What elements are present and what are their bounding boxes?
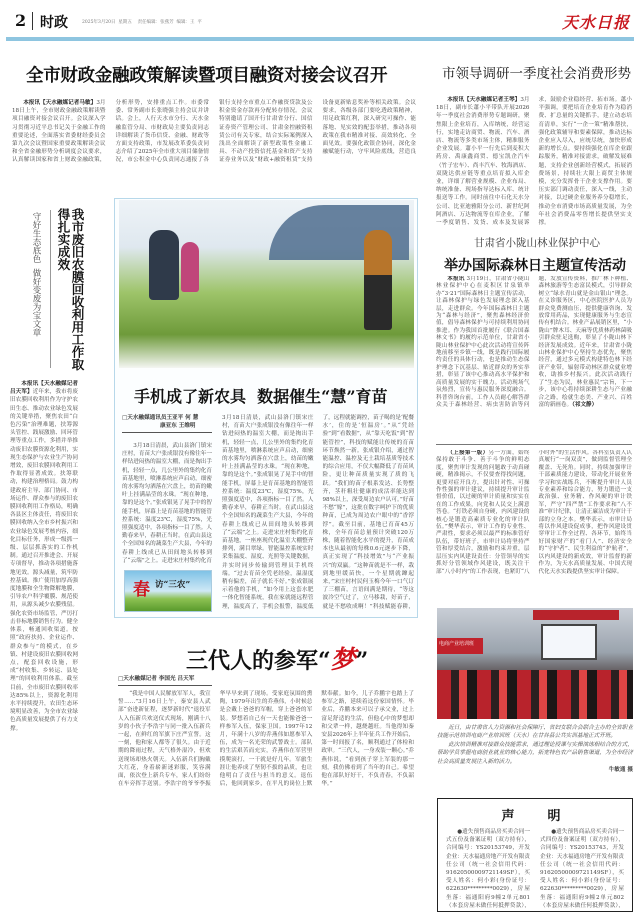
audience xyxy=(437,670,633,719)
article2-body xyxy=(436,96,632,248)
article3-text: 近年来，我市将废旧农膜回收利用作为守护农田生态、推动农业绿色发展的关键举措，聚焦农田“白色污染”治理难题，扶筹源头管控、践展激励、回环管理等重点工作，多措并举推动废旧农膜资源化利用，实现生态保护与农业生产协同增效，废旧农膜回收利用工作取得显著成效。扶筹联动，构建治理格局。鼓力构建政府主导、部门协同、市场运作、群众参与的废旧农膜回收利用工作格局，明确各县区主体责任，将废旧农膜回收纳入全市乡村振兴和农业绿色发展考核内容，细化目标任务，形成一级抓一级、层层抓落实的工作机制。通过召开推进会、开展专项督导，推动各项措施落地见效。源头减量，筑牢防控基础。推广使用加厚高强度地膜和全生物降解地膜，引导农户科学覆膜、规范使用，从源头减少农膜残留。强化农资市场监管，严厉打击非标地膜销售行为。健全体系，畅通回收渠道。按照“政府扶持、企业运作、群众参与”的模式，在乡镇、村建设废旧农膜回收网点，配套回收设施，形成“村收集、乡转运、县处理”的回收利用体系。截至目前，全市废旧农膜回收率达85%以上，资源化利用水平持续提升，农田生态环境明显改善，为全市农业绿色高质量发展提供了有力支撑。 xyxy=(10,389,78,732)
notice-item: ●遗失预售商品房买卖合同一式五份及备案证明（双方持有），合同编号：YS20153749，开发企业：天水福通房地产开发有限责任公司（统一社会信用代码：91620500009721149SF），买受人姓名：何小彩(身份证号：622630*********0029)，房屋坐落：福通阳府9幢2单元801（本套房屋未做任何抵押贷款）， xyxy=(446,829,530,908)
farmer-figure xyxy=(364,230,392,330)
page-header xyxy=(10,8,630,42)
article4-headline-quote: ” xyxy=(355,648,369,674)
article2-text: 3月18日，副市长蕭小平带队开展2026年一季度社会消费形势专题调研，聚焦限上企业培育，入库纳统，经营运行，实地走访商贸、物流、汽车、酒店、物流等多类市场主体，精准服务企业发展。蕭小平一行先后到麦积大药房、禹康鑫商贸、德宝凯企汽车（竹子宏车）、尚丰汽车、牧海酒店、双陇达供应链等重点培育拟入库企业，详细了解营业规模、企业布局、纳统准备、现场指导达标入库、统计报送等工作。同时前往中石化天水分公司、比亚迪雅阳分公司、新世纪阿阿酒店、万达物流等在库企业，了解一季度销售、发货、成本及发展诉求，鼓励企业稳经营、拓市场。蕭小平强调，要把培育企业培育作为稳消费、扩总量的关键抓手，建立动态培育清单，实行“一企一策”精准帮扶，强化政策辅导和要素保障，推动达标企业应入尽入，应统尽统，加快形成新的增长点。要持续强化在库企业跟踪服务，精准对接需求，破解发展难题，支持企业创新经营模式，拓展消费场景，持续壮大限上商贸主体规模，充分发挥骨干企业支撑作用。要压实部门调动责任，深入一线，主动对接，以过硬企业服务养分稳增长，推动全市消费市场高质量发展，为全年社会消费品零售增长提供坚实支撑。 xyxy=(436,97,632,227)
feature-byline xyxy=(122,414,212,437)
article3-title-divider xyxy=(50,210,51,368)
article5-org: 甘肃省小陇山林业保护中心 xyxy=(474,237,600,249)
article4-byline-text: □天水融媒记者 李国光 吕天军 xyxy=(118,675,212,686)
notice-title: 声 明 xyxy=(501,809,569,824)
article5-signature: （祁文静） xyxy=(572,401,598,408)
spring-visit-banner xyxy=(124,570,212,612)
article1-body xyxy=(12,99,416,171)
notice-items xyxy=(438,824,632,908)
article2-lead: 本报讯【天水融媒记者王琴】 xyxy=(447,97,521,103)
article3-subtitle: 守好生态底色 做好变废为宝文章 xyxy=(31,212,41,337)
article3-body xyxy=(10,380,78,914)
section-rule xyxy=(436,444,632,445)
caption-paragraph-2: 此次培训精准对接群众技能需求，通过理论授课与实操演练相结合的方式，帮助学员掌握电商创业就业的核心能力，拓宽特色农产品销售渠道，为全市经济社会高质量发展注入新的活力。 xyxy=(437,741,633,765)
newspaper-logo: 天水日报 xyxy=(561,13,630,32)
training-sign-text: 电商产业培训班 xyxy=(439,641,475,647)
feature-body-col1 xyxy=(122,442,212,565)
article4-headline-text: 三代人的参军“ xyxy=(186,648,331,674)
photo-credit: 牛敏通 摄 xyxy=(608,767,633,774)
section-name: 时政 xyxy=(40,15,68,31)
feature-body-cols xyxy=(222,414,414,612)
article4-body xyxy=(118,690,414,916)
notice-item: ●遗失预售商品房买卖合同一式四份及备案证明（双方持有），合同编号：YS20153743，开发企业：天水福通房地产开发有限责任公司（统一社会信用代码：91620500009721149SF），买受人姓名：何小彩(身份证号：622630*********0029)，房屋坐落：福通阳府9幢2单元802（本套房屋未做任何抵押贷款）， xyxy=(540,829,624,908)
farmer-figure xyxy=(149,230,179,300)
article4-headline xyxy=(186,640,368,676)
article3-lead: 本报讯【天水融媒记者吕天军】 xyxy=(10,381,78,396)
header-divider xyxy=(32,12,33,30)
article4-byline xyxy=(118,675,212,690)
article1-lead: 本报讯【天水融媒记者马敏】 xyxy=(23,100,97,106)
feature-headline: 手机成了新农具 数据催生“慧”育苗 xyxy=(134,387,388,406)
caption-paragraph-1: 近日，由甘肃省人力资源和社会保障厅、省妇女联合会联合主办的全省职业技能示范培训电商产业培训班（天水）在甘谷县公共实训基地正式开班。 xyxy=(437,725,633,740)
header-meta: 2025年3月20日 星期五 责任编辑：张燕芳 编辑：王 平 xyxy=(82,20,202,25)
article4-headline-dream: 梦 xyxy=(330,645,356,674)
article4-text: “我是中国人民解放军军人，我宣誓……”3月16日上午，秦安县人武部“奋进新征程，逐梦新时代”退役军人入伍新兵欢送仪式现场，刚满十八岁的小伙子李浩宇与同一批入伍新兵一起，在鲜红的军旗下庄严宣誓。这一刻，他和家人都等了很久。由于近期的降雨过程，天气格外湿冷，但欢送现场却热火朝天。入伍新兵们胸戴大红花，身着崭新迷彩服，笑容满面，依次登上新兵专车，家人们纷纷在车旁挥手送别。李浩宇的爷爷李振华早早来到了现场。受家庭氛围的熏陶，1979年出生的乔燕伟，小时候总是会戴上爸爸的军帽，穿上爸爸的军装。梦想着自己有一天也能像爸爸一样参军入伍，保家卫国。1997年12月，年满十八岁的乔燕伟如愿参军入伍，成为一名光荣的武警战士。部队的生活艰苦而充实，乔燕伟在军营里摸爬滚打，一干就是好几年。军旅生涯让他养成了坚韧不拔的品质，也让他明白了责任与担当的意义。退伍后，他回到家乡，在平凡的岗位上默默奉献。如今，儿子乔鹏宇也踏上了参军之路，延续着这份家国情怀。毕业后，乔鹏本来可以子承父业，过上富足舒适的生活，但他心中的梦想却和父辈一样，越烧越旺。当他得知秦安县2026年上半年征兵工作开始后，第一时间报了名，顺利通过了体检和政审。“三代人，一身戎装一颗心。”乔燕伟说，“看到孩子穿上军装的那一刻，我仿佛看到了当年的自己。希望他在部队好好干，不负青春，不负韶华。” xyxy=(118,691,414,788)
article3-headline: 我市废旧农膜回收利用工作取得扎实成效 xyxy=(56,208,85,371)
training-sign xyxy=(437,638,483,654)
photo-caption xyxy=(437,724,633,774)
article1-text: 3月18日上午，全市财政金融政策解读暨项目融资对接会议召开。会议深入学习贯彻习近平总书记关于金融工作的重要论述，全面落实省委财经委员会第九次会议暨国家重要政策解读会议和全省金融形势分析调度会议要求，认真解读国家和省上财政金融政策，分析形势，安排重点工作。市委常委、常务副市长张晓强主持会议并讲话。会上，人行天水市分行、天水金融监管分局、市财政局主要负责同志详细解读了货币信贷、金融、财政等方面支持政策，市发展改革委负责同志介绍了2025年全市重大项目储备情况，市公积金中心负责同志通报了各银行支持全市重点工作融资贷款及公积金资金存款再分配转存情况。会议特别邀请了国开行甘肃省分行、国信证券资产管理公司、甘肃金控融资租赁公司有关专家，结合实际案例深入浅出全面解读了新型政策性金融工具、不动产投资信托基金和资产支持证券业务以及“财政+融资租赁”支持设备更新贴息奖补等相关政策。会议要求，各级各部门要吃透政策精神，用足政策红利，深入研究可操作、能落地、见实效的配套举措，推动各项政策在我市精准对接、高效转化、全面见效。要强化政银企协同，深化金融赋能行动，守牢风险底线，营造良 xyxy=(12,100,416,164)
page-number: 2 xyxy=(15,11,27,30)
article6-body xyxy=(436,450,632,602)
article2-headline: 市领导调研一季度社会消费形势 xyxy=(442,66,631,82)
farmer-figure xyxy=(181,242,199,292)
article6-text: 另一方面，始终保持敢于斗争、善于斗争的鲜明态度，聚焦审计发现的问题敢于动真碰硬，精准揭示，不仅要查得找问题，更要对症开良方，提出针对性、可操作性强的审计建议，持续提升审计监督价值，以过硬的审计质量和实实在在的工作成果，向党和人民交上满意答卷。“打铁必须自身硬，内风建设的核心是锻造高素质专业化的审计队伍。”樊华表示，审计工作的专业性、严肃性，要求必须以最严的标准管好队伍，带好班子，市审计局将坚持严管和厚爱结合，激励和约束并重，层层压实内风建设责任：分管领导的实抓好分管领域作风建设，既关注干部“八小时内”的工作表现，也紧盯“八小时外”的生活作风。各科室负责人认真履行“一岗双责”，做到监督管理全覆盖、无死角。同时，持续加强审计干部素质能力建设，带动化开展业务学习和实战练兵，不断提升审计人员专业素养和综合能力，努力锻造一支政治强、业务精、作风硬的审计铁军，严守“四严禁”工作要求和“八不准”审计纪律，让清正廉洁成为审计干部的立身之本。樊华表示，市审计局将以作风建设促成事，把作风建设贯穿审计工作全过程、各环节，始终当好国家财产的“看门人”、经济安全的“守护者”、民生利益的“护航者”，以内风建设的新成效，审计监督的新作为，为天水高质量发展、中国式现代化天水实践提供坚实审计保障。 xyxy=(436,450,632,575)
banner-text: 访“三农” xyxy=(155,580,191,590)
greenhouse-photo xyxy=(119,200,414,368)
projection-screen xyxy=(541,624,597,660)
banner-spring-char: 春 xyxy=(133,580,150,600)
feature-byline-2: 康亚东 王维明 xyxy=(160,423,196,429)
article5-text: 3月19日，甘肃省小陇山林业保护中心在麦积区甘泉镇举办“3·21”国际森林日主题宣传活动，让森林保护与绿色发展理念深入基层，走进群众。今年国际森林日主题为“森林与经济”，聚焦森林经济价值，倡导森林保护与可持续利用协同推进。作为我国首批履行《联合国森林文书》的履约示范单位，甘肃省小陇山林业保护中心此次活动将宣传阵地前移至乡镇一线，既是践行国际履约责任的具体行动，也是推动生态保护理念下沉基层、贴近群众的务实举措，彰显了该中心推动高水平保护和高质量发展的实干魄力。活动现场气氛热烈，宣传与惠民服务深度融合。科普咨询台前，工作人员耐心解答群众关于森林经营、病虫害防治等问题，发放宣传资料，推广林下种植、森林旅游等生态富民模式，引导群众树立“绿水青山就是金山银山”理念。在义诊服务区，中心医院医护人员为群众免费测血压，提供健康咨询、发放常用药品，实现健康服务与生态宣传有机结合。林业产品展销区里，“小陇山”牌木耳、天麻等优质林药林菌吸引群众驻足选购，彰显了小陇山林下经济发展成效。近年来，甘肃省小陇山林业保护中心坚持生态优先，聚焦经营，通过多元模式构建特色林下经济产业带，辐射带动林区群众就业增收，助推乡村振兴。此次活动践行了“生态为民，林业惠民”宗旨，下一步，该中心将持续深耕生态与产业融合之路，绘就生态美、产业兴、百姓富的新画卷。 xyxy=(436,276,632,408)
article5-body xyxy=(436,276,632,440)
notice-box xyxy=(437,798,633,912)
article5-headline: 举办国际森林日主题宣传活动 xyxy=(444,258,626,274)
banner-top xyxy=(533,610,619,620)
header-rule xyxy=(6,37,634,41)
article5-lead: 本报讯 xyxy=(447,276,465,282)
article6-lead: （上接第一版） xyxy=(447,450,489,456)
feature-text: 3月18日清晨，武山县洛门镇宋庄村，育苗大户张成银没有像往年一样钻进闷热的温室大棚，而是掏出手机，轻轻一点，几公里外的集约化育苗基地里，喷淋系统应声启动，细密的水雾均匀洒落在穴盘上，幼苗的嫩叶上挂满晶莹的水珠。“现在种地，靠的是这个。”张成银晃了晃手中的智能手机，屏幕上是育苗基地的智能管控系统：温度23℃，湿度75%，光照强度适中，各项指标一目了然。人勤春来早，春耕正当时。在武山县这个全国知名的蔬菜生产大县，今年的春耕上线成已从田间地头转移到了“云端”之上。走进宋庄村集约化育 xyxy=(122,443,212,564)
feature-byline-1: □天水融媒通讯员王亚平 何 慧 xyxy=(122,415,199,421)
feature-text-continued: 3月18日清晨，武山县洛门镇宋庄村，育苗大户张成银没有像往年一样钻进闷热的温室大棚，而是掏出手机，轻轻一点，几公里外的集约化育苗基地里，喷淋系统应声启动，细密的水雾均匀洒落在穴盘上，幼苗的嫩叶上挂满晶莹的水珠。“现在种地，靠的是这个。”张成银晃了晃手中的智能手机，屏幕上是育苗基地的智能管控系统：温度23℃，湿度75%，光照强度适中，各项指标一目了然。人勤春来早，春耕正当时。在武山县这个全国知名的蔬菜生产大县，今年的春耕上线成已从田间地头转移到了“云端”之上。走进宋庄村集约化育苗基地，一座座现代化温室大棚整齐排列，满目翠绿。智能温控系统实时采集温度、湿度、光照等关键数据，并实时同步传输到管理员手机终端。“过去育苗全凭老经验，温湿度稍有偏差，苗子就长不好。”张成银展示着他的手机，“如今用上这套水肥一体化智能系统，我在家就能远程管理，温度高了，手机会报警，温度低了，远程就能调控，苗子喝的是‘配餐水’，住的是‘恒温房’。”从“凭经验”到“看数据”，从“靠天吃饭”到“智能管控”，科技的赋能让传统的育苗环节焕然一新。张成银介绍，通过智能温控、温控及无土栽培基质等技术的综合应用，不仅大幅降低了育苗风险，更让种苗质量实现了质的飞跃。“我们的苗子根系发达、长势整齐，茎秆粗壮健康的成活率能达到98%以上，深受周边农户认可。”好苗不愁“嫁”，这批在数字呵护下的优质种苗，已成为周边农户眼中的“香饽饽”。截至目前，基地已育苗45万株，全年育苗总量预计突破120万株，随着智能化水平的提升，育苗成本也从最初的每株0.6元逐步下降，真正实现了“科技增效”与“产业振兴”的双赢。“这种苗就是不一样，栽到地里缓苗快，一个星期就蹿起来，”宋庄村村民何玉梅今年一口气订了三棚苗，言语间满是期待，“等这波冷空气过了，立马移栽，好苗子，就是不愁收成啊！”科技赋能春耕， xyxy=(222,415,414,610)
article1-headline: 全市财政金融政策解读暨项目融资对接会议召开 xyxy=(26,66,388,86)
training-photo xyxy=(437,608,633,719)
